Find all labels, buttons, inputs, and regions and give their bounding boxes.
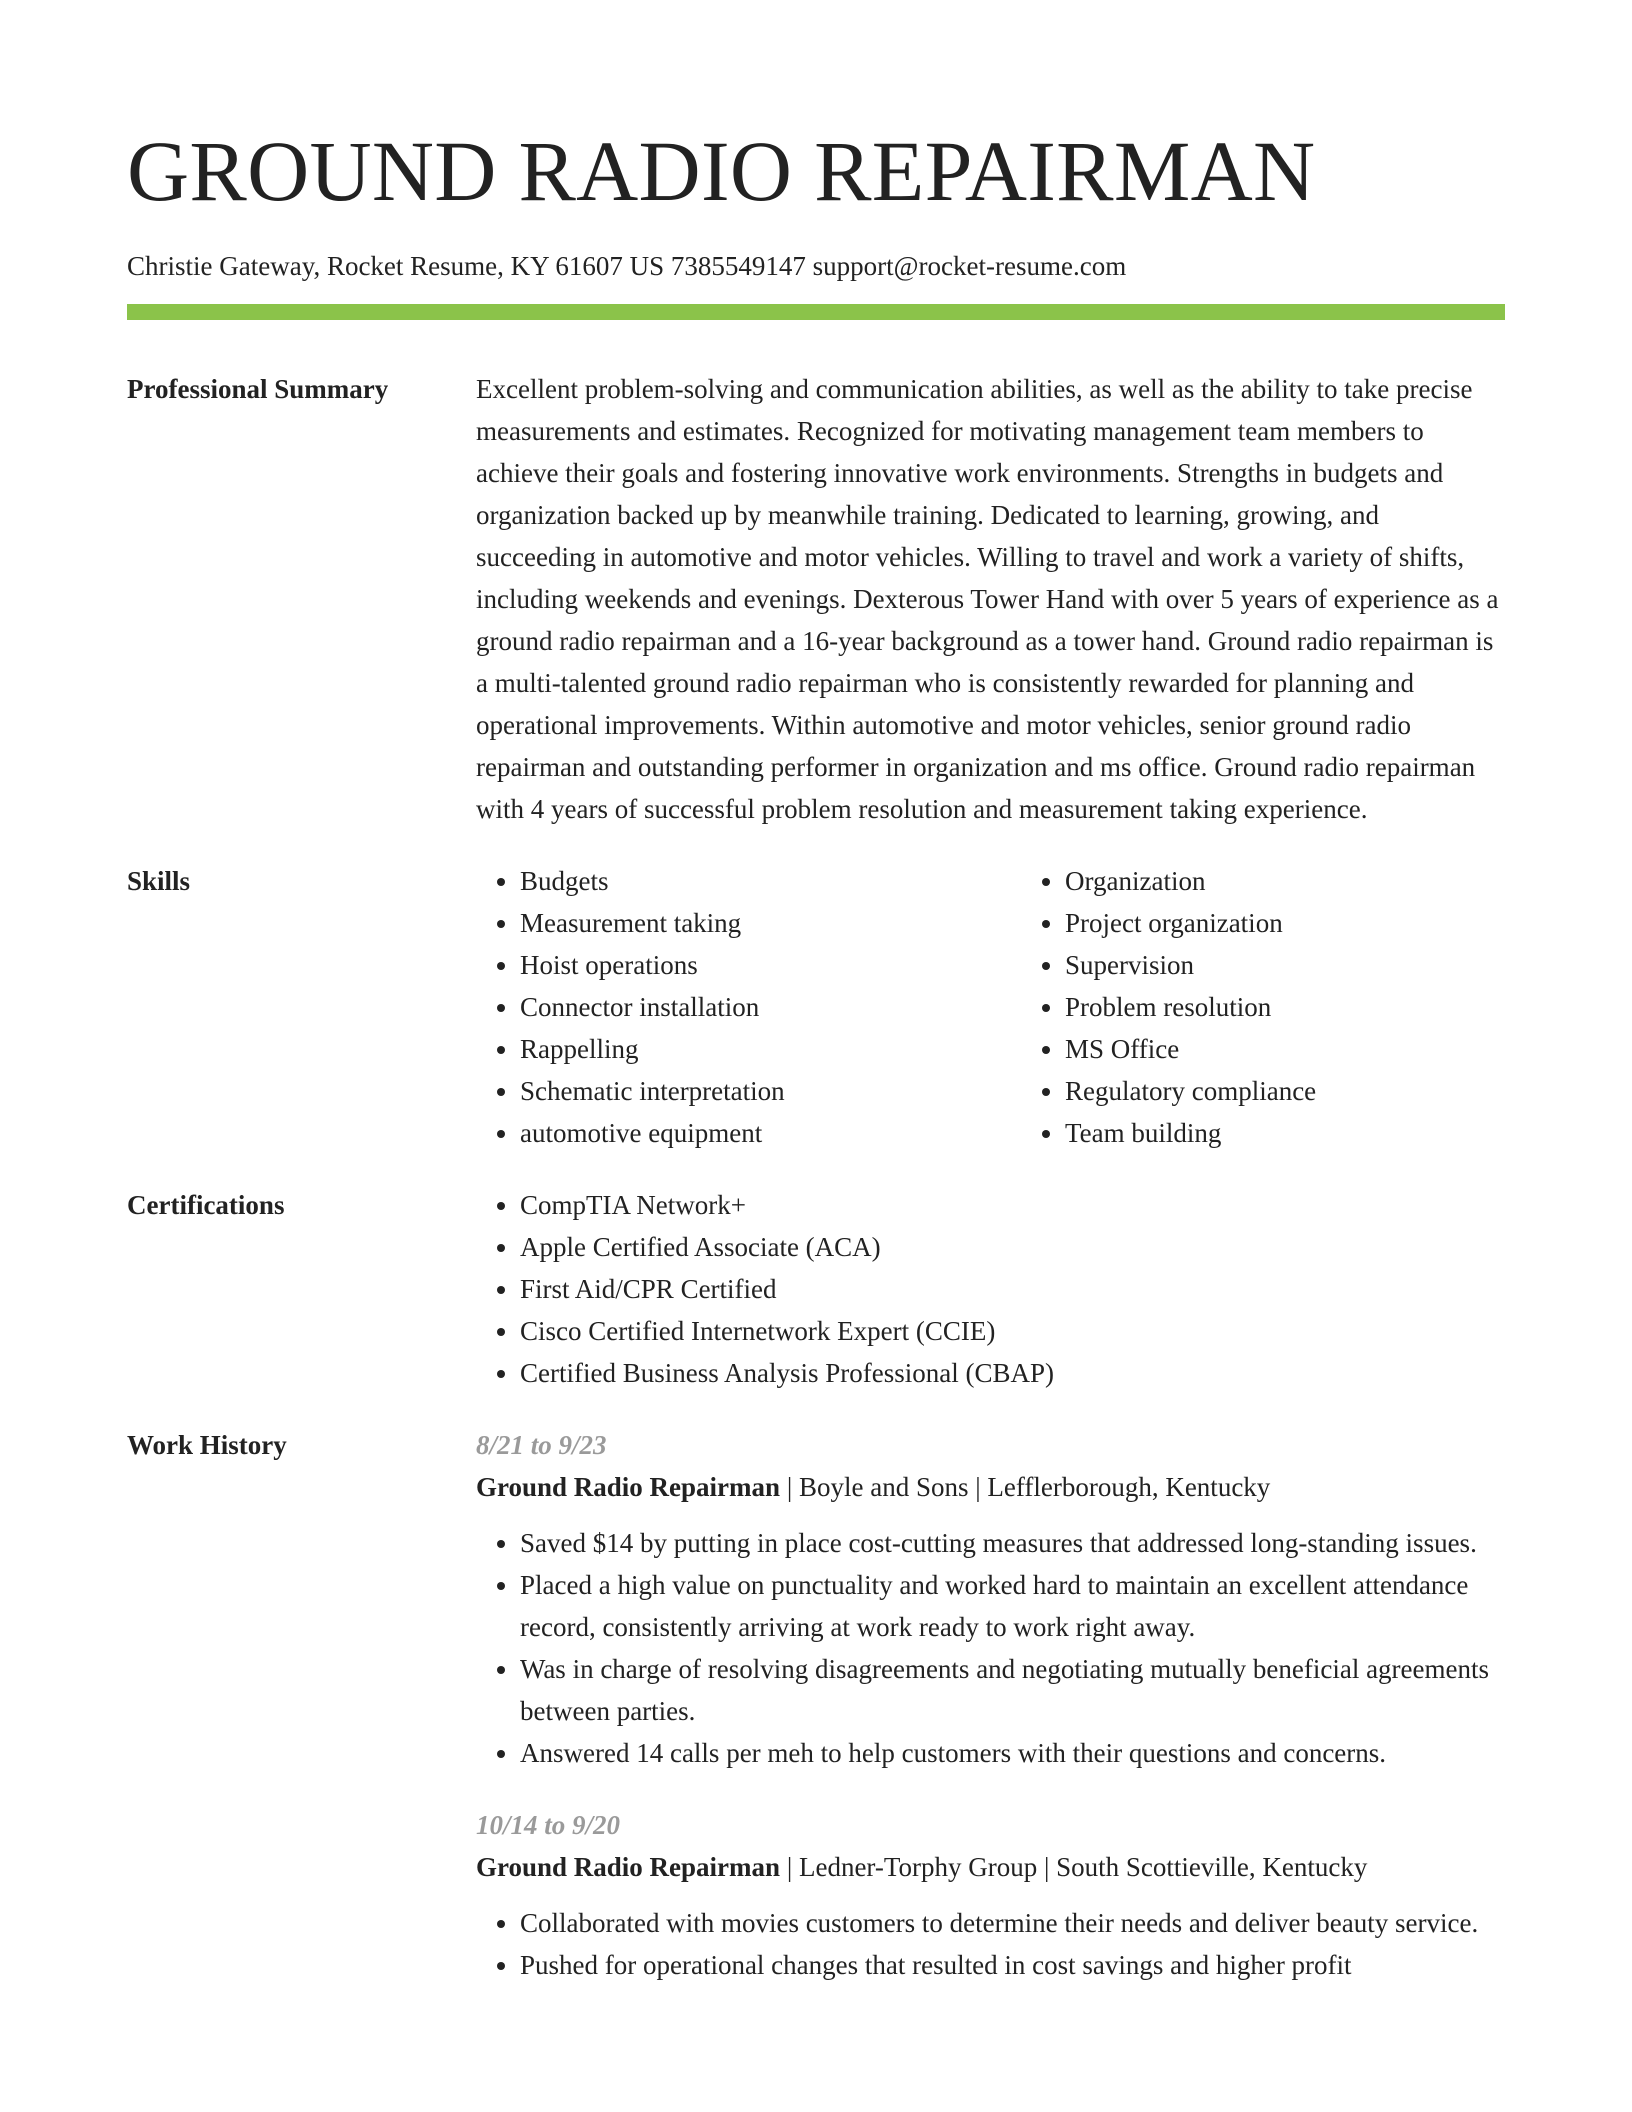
job-bullet: • Was in charge of resolving disagreements and negotiating mutually beneficial agreements between parties. — [520, 1648, 1505, 1732]
job-company: Boyle and Sons — [798, 1472, 969, 1503]
skill-item: • Schematic interpretation — [520, 1070, 1021, 1112]
job-heading: Ground Radio Repairman | Boyle and Sons | Lefflerborough, Kentucky — [476, 1472, 1271, 1503]
job-location: Lefflerborough, Kentucky — [987, 1472, 1271, 1503]
certifications-list — [476, 1184, 1505, 1394]
job-location: South Scottieville, Kentucky — [1056, 1852, 1368, 1883]
certifications-section — [127, 1184, 1505, 1394]
section-label-certifications: Certifications — [127, 1190, 285, 1221]
contact-address: Christie Gateway, Rocket Resume, KY 61607 US — [127, 251, 665, 281]
job-bullets — [476, 1522, 1505, 1774]
resume-title: GROUND RADIO REPAIRMAN — [127, 123, 1316, 219]
section-label-skills: Skills — [127, 866, 191, 897]
skill-item: • Hoist operations — [520, 944, 1021, 986]
certification-item: • Cisco Certified Internetwork Expert (CCIE) — [520, 1310, 1505, 1352]
contact-line — [127, 250, 1505, 282]
section-label-summary: Professional Summary — [127, 374, 389, 405]
job-title: Ground Radio Repairman — [476, 1852, 781, 1883]
work-history-section — [127, 1424, 1505, 1986]
skill-item: • Organization — [1065, 860, 1566, 902]
skill-item: • automotive equipment — [520, 1112, 1021, 1154]
skill-item: • Rappelling — [520, 1028, 1021, 1070]
job-bullet: • Pushed for operational changes that resulted in cost savings and higher profit — [520, 1944, 1505, 1986]
job-bullet: • Answered 14 calls per meh to help customers with their questions and concerns. — [520, 1732, 1505, 1774]
job-title: Ground Radio Repairman — [476, 1472, 781, 1503]
job-bullet: • Placed a high value on punctuality and worked hard to maintain an excellent attendance record, consistently arriving at work ready to work right away. — [520, 1564, 1505, 1648]
skill-item: • Connector installation — [520, 986, 1021, 1028]
skill-item: • Measurement taking — [520, 902, 1021, 944]
skill-item: • Regulatory compliance — [1065, 1070, 1566, 1112]
job-dates: 10/14 to 9/20 — [476, 1810, 621, 1841]
job-company: Ledner-Torphy Group — [798, 1852, 1038, 1883]
job-heading: Ground Radio Repairman | Ledner-Torphy Group | South Scottieville, Kentucky — [476, 1852, 1368, 1883]
skills-section — [127, 860, 1505, 1154]
skill-item: • Supervision — [1065, 944, 1566, 986]
job-entry — [476, 1804, 1505, 1986]
contact-email: support@rocket-resume.com — [812, 251, 1127, 281]
certification-item: • Apple Certified Associate (ACA) — [520, 1226, 1505, 1268]
skill-item: • Team building — [1065, 1112, 1566, 1154]
skill-item: • Project organization — [1065, 902, 1566, 944]
certification-item: • First Aid/CPR Certified — [520, 1268, 1505, 1310]
job-entry — [476, 1424, 1505, 1774]
skill-item: • MS Office — [1065, 1028, 1566, 1070]
contact-phone: 7385549147 — [670, 251, 806, 281]
job-dates: 8/21 to 9/23 — [476, 1430, 607, 1461]
summary-text: Excellent problem-solving and communication abilities, as well as the ability to take precise measurements and estimates. Recognized for motivating management team members to achieve their goals and fostering innovative work environments. Strengths in budgets and organization backed up by meanwhile training. Dedicated to learning, growing, and succeeding in automotive and motor vehicles. Willing to travel and work a variety of shifts, including weekends and evenings. Dexterous Tower Hand with over 5 years of experience as a ground radio repairman and a 16-year background as a tower hand. Ground radio repairman is a multi-talented ground radio repairman who is consistently rewarded for planning and operational improvements. Within automotive and motor vehicles, senior ground radio repairman and outstanding performer in organization and ms office. Ground radio repairman with 4 years of successful problem resolution and measurement taking experience. — [476, 374, 1499, 825]
certification-item: • CompTIA Network+ — [520, 1184, 1505, 1226]
certification-item: • Certified Business Analysis Professional (CBAP) — [520, 1352, 1505, 1394]
skill-item: • Problem resolution — [1065, 986, 1566, 1028]
skills-list-right — [1021, 860, 1566, 1154]
section-label-work-history: Work History — [127, 1430, 287, 1461]
job-bullet: • Saved $14 by putting in place cost-cutting measures that addressed long-standing issues. — [520, 1522, 1505, 1564]
skill-item: • Budgets — [520, 860, 1021, 902]
job-bullet: • Collaborated with movies customers to determine their needs and deliver beauty service. — [520, 1902, 1505, 1944]
professional-summary-section — [127, 368, 1505, 830]
header-divider — [127, 304, 1505, 320]
skills-list-left — [476, 860, 1021, 1154]
job-bullets — [476, 1902, 1505, 1986]
